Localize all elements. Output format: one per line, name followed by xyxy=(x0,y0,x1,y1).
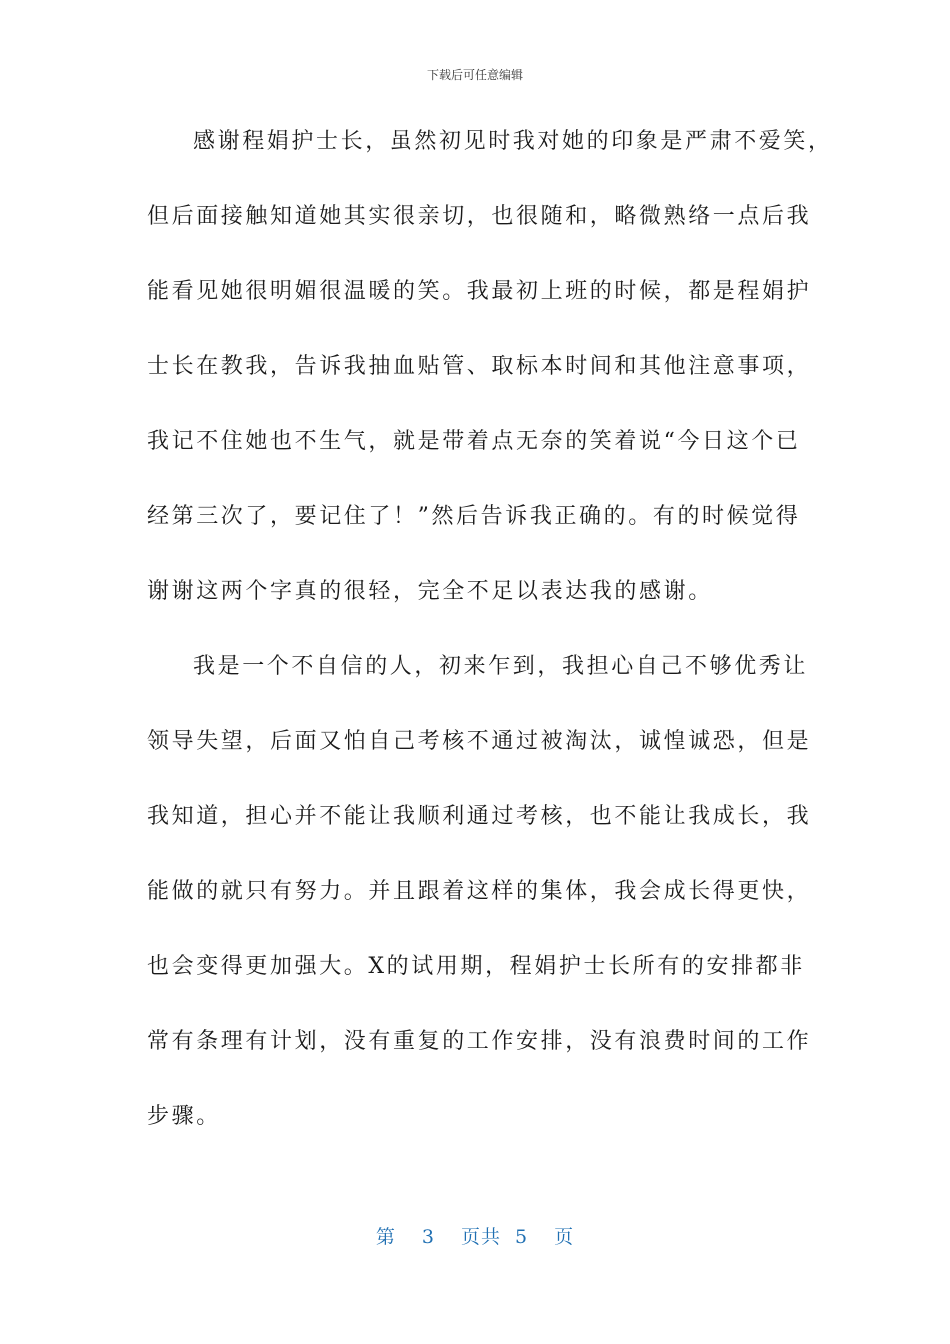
document-body xyxy=(147,112,833,1162)
paragraph xyxy=(147,112,833,637)
text-line: 步骤。 xyxy=(147,1104,221,1129)
text-line: 也会变得更加强大。X的试用期，程娟护士长所有的安排都非 xyxy=(147,954,805,979)
footer-middle: 页共 xyxy=(460,1226,501,1248)
total-pages-number: 5 xyxy=(515,1226,529,1248)
text-line: 士长在教我，告诉我抽血贴管、取标本时间和其他注意事项， xyxy=(147,354,812,379)
text-line: 领导失望，后面又怕自己考核不通过被淘汰，诚惶诚恐，但是 xyxy=(147,729,812,754)
footer-suffix: 页 xyxy=(554,1226,575,1248)
page-header: 下载后可任意编辑 xyxy=(426,68,523,82)
text-line: 我是一个不自信的人，初来乍到，我担心自己不够优秀让 xyxy=(193,654,809,679)
text-line: 经第三次了，要记住了！”然后告诉我正确的。有的时候觉得 xyxy=(147,504,801,529)
text-line: 我记不住她也不生气，就是带着点无奈的笑着说“今日这个已 xyxy=(147,429,801,454)
text-line: 能看见她很明媚很温暖的笑。我最初上班的时候，都是程娟护 xyxy=(147,279,812,304)
text-line: 常有条理有计划，没有重复的工作安排，没有浪费时间的工作 xyxy=(147,1029,812,1054)
text-line: 谢谢这两个字真的很轻，完全不足以表达我的感谢。 xyxy=(147,579,713,604)
text-line: 但后面接触知道她其实很亲切，也很随和，略微熟络一点后我 xyxy=(147,204,812,229)
paragraph xyxy=(147,637,812,1162)
page-footer xyxy=(0,1222,950,1249)
text-line: 我知道，担心并不能让我顺利通过考核，也不能让我成长，我 xyxy=(147,804,812,829)
footer-prefix: 第 xyxy=(375,1226,396,1248)
text-line: 能做的就只有努力。并且跟着这样的集体，我会成长得更快， xyxy=(147,879,812,904)
current-page-number: 3 xyxy=(421,1226,435,1248)
text-line: 感谢程娟护士长，虽然初见时我对她的印象是严肃不爱笑， xyxy=(193,129,833,154)
